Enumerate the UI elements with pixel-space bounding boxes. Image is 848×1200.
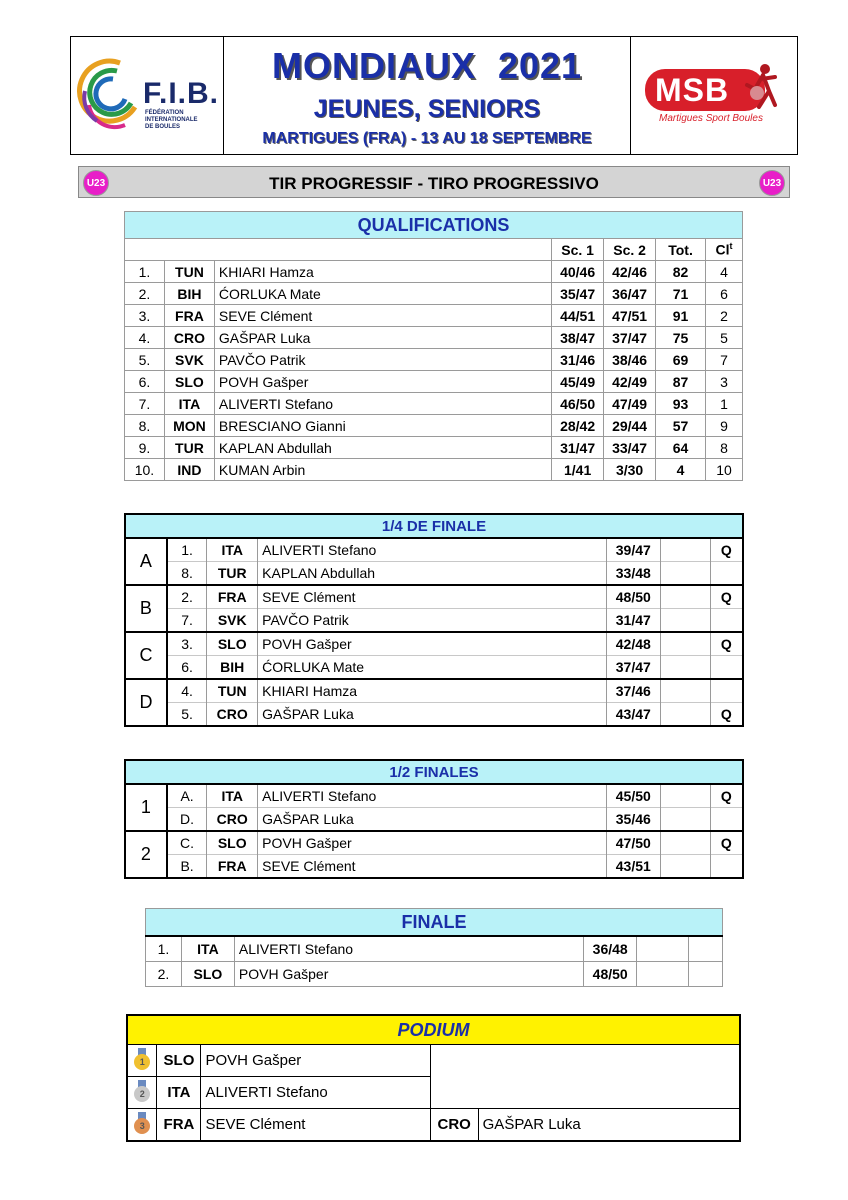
table-row bbox=[146, 962, 723, 987]
score-cell: 43/47 bbox=[606, 703, 660, 727]
player-name-cell: PAVČO Patrik bbox=[214, 349, 551, 371]
nation-cell: CRO bbox=[207, 808, 258, 832]
seed-cell: B. bbox=[167, 855, 207, 879]
player-name-cell: ĆORLUKA Mate bbox=[214, 283, 551, 305]
event-title: TIR PROGRESSIF - TIRO PROGRESSIVO bbox=[269, 174, 599, 193]
score-cell: 42/48 bbox=[606, 632, 660, 656]
blank-cell bbox=[660, 609, 710, 633]
blank-cell bbox=[689, 962, 723, 987]
player-silhouette-icon bbox=[741, 63, 781, 109]
total-cell: 69 bbox=[656, 349, 706, 371]
player-name-cell: KAPLAN Abdullah bbox=[214, 437, 551, 459]
page-subtitle: JEUNES, SENIORS bbox=[313, 95, 541, 123]
score1-cell: 31/47 bbox=[552, 437, 604, 459]
table-row bbox=[125, 632, 743, 656]
total-cell: 93 bbox=[656, 393, 706, 415]
score2-cell: 29/44 bbox=[604, 415, 656, 437]
qualified-cell bbox=[710, 679, 743, 703]
player-name-cell: KUMAN Arbin bbox=[214, 459, 551, 481]
qualifications-table bbox=[124, 211, 743, 481]
player-name-cell: BRESCIANO Gianni bbox=[214, 415, 551, 437]
col-header-sc2: Sc. 2 bbox=[604, 239, 656, 261]
group-label: A bbox=[125, 538, 167, 585]
score1-cell: 44/51 bbox=[552, 305, 604, 327]
rank-cell: 6. bbox=[125, 371, 165, 393]
header bbox=[70, 36, 798, 155]
podium-table bbox=[126, 1014, 741, 1142]
player-name-cell: SEVE Clément bbox=[258, 585, 607, 609]
rank-cell: 10. bbox=[125, 459, 165, 481]
qualified-cell: Q bbox=[710, 632, 743, 656]
fib-logo-subtitle: FÉDÉRATION INTERNATIONALE DE BOULES bbox=[145, 110, 198, 130]
podium-row-gold bbox=[127, 1045, 740, 1077]
seed-cell: 2. bbox=[167, 585, 207, 609]
nation-cell: BIH bbox=[164, 283, 214, 305]
rank-cell: 2. bbox=[125, 283, 165, 305]
score2-cell: 38/46 bbox=[604, 349, 656, 371]
score1-cell: 1/41 bbox=[552, 459, 604, 481]
table-row bbox=[125, 585, 743, 609]
msb-logo bbox=[630, 37, 797, 154]
score1-cell: 35/47 bbox=[552, 283, 604, 305]
col-header-tot: Tot. bbox=[656, 239, 706, 261]
page-title: MONDIAUX 2021 bbox=[271, 45, 583, 86]
msb-logo-subtitle: Martigues Sport Boules bbox=[659, 113, 763, 124]
player-name-cell: POVH Gašper bbox=[214, 371, 551, 393]
semi-finals-table bbox=[124, 759, 744, 879]
score1-cell: 28/42 bbox=[552, 415, 604, 437]
table-row bbox=[125, 609, 743, 633]
score-cell: 31/47 bbox=[606, 609, 660, 633]
qualified-cell bbox=[710, 855, 743, 879]
score2-cell: 47/51 bbox=[604, 305, 656, 327]
score-cell: 45/50 bbox=[606, 784, 660, 808]
qualified-cell: Q bbox=[710, 703, 743, 727]
group-label: D bbox=[125, 679, 167, 726]
podium-gold-nat: SLO bbox=[157, 1045, 201, 1077]
score1-cell: 46/50 bbox=[552, 393, 604, 415]
nation-cell: ITA bbox=[207, 538, 258, 562]
player-name-cell: POVH Gašper bbox=[258, 831, 607, 855]
player-name-cell: ALIVERTI Stefano bbox=[258, 538, 607, 562]
table-row bbox=[125, 349, 743, 371]
score2-cell: 33/47 bbox=[604, 437, 656, 459]
group-label: C bbox=[125, 632, 167, 679]
score-cell: 37/46 bbox=[606, 679, 660, 703]
event-bar bbox=[78, 166, 790, 198]
score-cell: 47/50 bbox=[606, 831, 660, 855]
seed-cell: D. bbox=[167, 808, 207, 832]
blank-cell bbox=[660, 585, 710, 609]
rank-cell: 1. bbox=[146, 936, 182, 962]
blank-cell bbox=[660, 808, 710, 832]
table-row bbox=[125, 679, 743, 703]
table-row bbox=[125, 562, 743, 586]
player-name-cell: GAŠPAR Luka bbox=[258, 703, 607, 727]
blank-cell bbox=[637, 936, 689, 962]
score-cell: 35/46 bbox=[606, 808, 660, 832]
classement-cell: 8 bbox=[706, 437, 743, 459]
total-cell: 87 bbox=[656, 371, 706, 393]
seed-cell: 6. bbox=[167, 656, 207, 680]
gold-medal-icon: 1 bbox=[133, 1048, 151, 1070]
player-name-cell: ALIVERTI Stefano bbox=[214, 393, 551, 415]
score2-cell: 42/46 bbox=[604, 261, 656, 283]
score-cell: 39/47 bbox=[606, 538, 660, 562]
blank-cell bbox=[637, 962, 689, 987]
table-row bbox=[125, 261, 743, 283]
total-cell: 82 bbox=[656, 261, 706, 283]
table-row bbox=[125, 808, 743, 832]
score-cell: 43/51 bbox=[606, 855, 660, 879]
semi-finals-title: 1/2 FINALES bbox=[125, 760, 743, 784]
table-row bbox=[125, 459, 743, 481]
fib-logo-text: F.I.B. bbox=[143, 77, 220, 110]
event-location: MARTIGUES (FRA) - 13 AU 18 SEPTEMBRE bbox=[262, 130, 592, 147]
classement-cell: 5 bbox=[706, 327, 743, 349]
score-cell: 33/48 bbox=[606, 562, 660, 586]
score2-cell: 37/47 bbox=[604, 327, 656, 349]
fib-logo bbox=[71, 37, 224, 154]
silver-medal-icon: 2 bbox=[133, 1080, 151, 1102]
nation-cell: SLO bbox=[164, 371, 214, 393]
blank-cell bbox=[660, 703, 710, 727]
nation-cell: TUN bbox=[207, 679, 258, 703]
nation-cell: ITA bbox=[181, 936, 234, 962]
player-name-cell: KAPLAN Abdullah bbox=[258, 562, 607, 586]
classement-cell: 9 bbox=[706, 415, 743, 437]
blank-cell bbox=[660, 831, 710, 855]
rank-cell: 4. bbox=[125, 327, 165, 349]
blank-cell bbox=[660, 656, 710, 680]
quarter-finals-title: 1/4 DE FINALE bbox=[125, 514, 743, 538]
podium-bronze2-name: GAŠPAR Luka bbox=[478, 1109, 740, 1142]
table-row bbox=[125, 703, 743, 727]
table-row bbox=[146, 936, 723, 962]
score-cell: 37/47 bbox=[606, 656, 660, 680]
nation-cell: SLO bbox=[207, 632, 258, 656]
table-row bbox=[125, 437, 743, 459]
blank-cell bbox=[660, 562, 710, 586]
podium-silver-name: ALIVERTI Stefano bbox=[201, 1077, 430, 1109]
qualified-cell: Q bbox=[710, 538, 743, 562]
bronze-medal-icon: 3 bbox=[133, 1112, 151, 1134]
podium-silver-nat: ITA bbox=[157, 1077, 201, 1109]
seed-cell: 1. bbox=[167, 538, 207, 562]
nation-cell: FRA bbox=[207, 855, 258, 879]
total-cell: 64 bbox=[656, 437, 706, 459]
podium-bronze1-nat: FRA bbox=[157, 1109, 201, 1142]
qualifications-header-row bbox=[125, 239, 743, 261]
total-cell: 4 bbox=[656, 459, 706, 481]
group-label: 2 bbox=[125, 831, 167, 878]
nation-cell: TUR bbox=[207, 562, 258, 586]
table-row bbox=[125, 415, 743, 437]
seed-cell: C. bbox=[167, 831, 207, 855]
seed-cell: 5. bbox=[167, 703, 207, 727]
seed-cell: 8. bbox=[167, 562, 207, 586]
nation-cell: TUR bbox=[164, 437, 214, 459]
podium-title: PODIUM bbox=[127, 1015, 740, 1045]
score1-cell: 31/46 bbox=[552, 349, 604, 371]
score-cell: 48/50 bbox=[584, 962, 637, 987]
player-name-cell: KHIARI Hamza bbox=[214, 261, 551, 283]
seed-cell: 7. bbox=[167, 609, 207, 633]
classement-cell: 4 bbox=[706, 261, 743, 283]
final-title: FINALE bbox=[146, 909, 723, 937]
total-cell: 71 bbox=[656, 283, 706, 305]
qualifications-title: QUALIFICATIONS bbox=[125, 212, 743, 239]
qualified-cell bbox=[710, 656, 743, 680]
score-cell: 48/50 bbox=[606, 585, 660, 609]
classement-cell: 1 bbox=[706, 393, 743, 415]
blank-cell bbox=[660, 679, 710, 703]
final-table bbox=[145, 908, 723, 987]
blank-cell bbox=[660, 855, 710, 879]
player-name-cell: GAŠPAR Luka bbox=[258, 808, 607, 832]
classement-cell: 3 bbox=[706, 371, 743, 393]
seed-cell: 3. bbox=[167, 632, 207, 656]
classement-cell: 2 bbox=[706, 305, 743, 327]
score1-cell: 45/49 bbox=[552, 371, 604, 393]
quarter-finals-table bbox=[124, 513, 744, 727]
player-name-cell: GAŠPAR Luka bbox=[214, 327, 551, 349]
rank-cell: 3. bbox=[125, 305, 165, 327]
rank-cell: 9. bbox=[125, 437, 165, 459]
podium-bronze2-nat: CRO bbox=[430, 1109, 478, 1142]
col-header-cl-text: Cl bbox=[715, 241, 730, 258]
podium-bronze1-name: SEVE Clément bbox=[201, 1109, 430, 1142]
qualified-cell: Q bbox=[710, 831, 743, 855]
score1-cell: 40/46 bbox=[552, 261, 604, 283]
player-name-cell: POVH Gašper bbox=[234, 962, 583, 987]
rank-cell: 1. bbox=[125, 261, 165, 283]
nation-cell: SLO bbox=[181, 962, 234, 987]
table-row bbox=[125, 855, 743, 879]
table-row bbox=[125, 831, 743, 855]
player-name-cell: SEVE Clément bbox=[214, 305, 551, 327]
table-row bbox=[125, 305, 743, 327]
group-label: 1 bbox=[125, 784, 167, 831]
msb-logo-text: MSB bbox=[645, 69, 765, 111]
qualified-cell bbox=[710, 609, 743, 633]
fib-emblem-icon bbox=[75, 55, 145, 135]
total-cell: 57 bbox=[656, 415, 706, 437]
nation-cell: IND bbox=[164, 459, 214, 481]
player-name-cell: POVH Gašper bbox=[258, 632, 607, 656]
nation-cell: FRA bbox=[207, 585, 258, 609]
nation-cell: ITA bbox=[164, 393, 214, 415]
table-row bbox=[125, 393, 743, 415]
rank-cell: 5. bbox=[125, 349, 165, 371]
classement-cell: 10 bbox=[706, 459, 743, 481]
total-cell: 91 bbox=[656, 305, 706, 327]
table-row bbox=[125, 784, 743, 808]
group-label: B bbox=[125, 585, 167, 632]
rank-cell: 7. bbox=[125, 393, 165, 415]
player-name-cell: KHIARI Hamza bbox=[258, 679, 607, 703]
col-header-cl bbox=[706, 239, 743, 261]
score2-cell: 42/49 bbox=[604, 371, 656, 393]
nation-cell: FRA bbox=[164, 305, 214, 327]
nation-cell: SLO bbox=[207, 831, 258, 855]
seed-cell: A. bbox=[167, 784, 207, 808]
medal-silver-cell bbox=[127, 1077, 157, 1109]
podium-empty-cell bbox=[430, 1045, 740, 1109]
nation-cell: SVK bbox=[207, 609, 258, 633]
nation-cell: BIH bbox=[207, 656, 258, 680]
medal-bronze-cell bbox=[127, 1109, 157, 1142]
qualified-cell bbox=[710, 562, 743, 586]
nation-cell: TUN bbox=[164, 261, 214, 283]
blank-cell bbox=[660, 538, 710, 562]
header-titles bbox=[223, 37, 631, 154]
table-row bbox=[125, 327, 743, 349]
rank-cell: 2. bbox=[146, 962, 182, 987]
blank-cell bbox=[660, 632, 710, 656]
podium-row-bronze bbox=[127, 1109, 740, 1142]
qualified-cell bbox=[710, 808, 743, 832]
seed-cell: 4. bbox=[167, 679, 207, 703]
nation-cell: ITA bbox=[207, 784, 258, 808]
rank-cell: 8. bbox=[125, 415, 165, 437]
table-row bbox=[125, 371, 743, 393]
nation-cell: CRO bbox=[164, 327, 214, 349]
player-name-cell: ĆORLUKA Mate bbox=[258, 656, 607, 680]
blank-cell bbox=[689, 936, 723, 962]
classement-cell: 7 bbox=[706, 349, 743, 371]
qualified-cell: Q bbox=[710, 585, 743, 609]
classement-cell: 6 bbox=[706, 283, 743, 305]
blank-cell bbox=[660, 784, 710, 808]
qualified-cell: Q bbox=[710, 784, 743, 808]
col-header-cl-sup: t bbox=[729, 241, 733, 252]
nation-cell: CRO bbox=[207, 703, 258, 727]
u23-badge-right: U23 bbox=[759, 170, 785, 196]
score2-cell: 47/49 bbox=[604, 393, 656, 415]
player-name-cell: ALIVERTI Stefano bbox=[258, 784, 607, 808]
nation-cell: SVK bbox=[164, 349, 214, 371]
score2-cell: 3/30 bbox=[604, 459, 656, 481]
score2-cell: 36/47 bbox=[604, 283, 656, 305]
score-cell: 36/48 bbox=[584, 936, 637, 962]
u23-badge-left: U23 bbox=[83, 170, 109, 196]
table-row bbox=[125, 656, 743, 680]
medal-gold-cell bbox=[127, 1045, 157, 1077]
total-cell: 75 bbox=[656, 327, 706, 349]
nation-cell: MON bbox=[164, 415, 214, 437]
table-row bbox=[125, 283, 743, 305]
score1-cell: 38/47 bbox=[552, 327, 604, 349]
player-name-cell: SEVE Clément bbox=[258, 855, 607, 879]
podium-gold-name: POVH Gašper bbox=[201, 1045, 430, 1077]
player-name-cell: ALIVERTI Stefano bbox=[234, 936, 583, 962]
player-name-cell: PAVČO Patrik bbox=[258, 609, 607, 633]
table-row bbox=[125, 538, 743, 562]
col-header-sc1: Sc. 1 bbox=[552, 239, 604, 261]
